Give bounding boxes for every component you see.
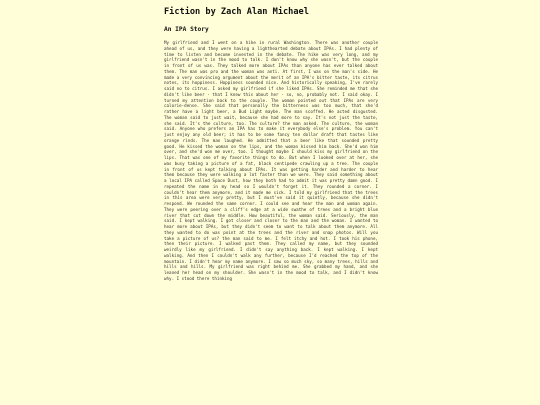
story-body: My girlfriend and I went on a hike in rural Washington. There was another couple ahead of us, and they were having a lighthearted debate about IPAs. I had plenty of time to listen and become invested in the debate. The hike was very long, and my girlfriend wasn't in the mood to talk. I don't know why she wasn't, but the couple in front of us was. They talked more about IPAs than anyone has ever talked about them. The man was pro and the woman was anti. At first, I was on the man's side. He made a very convincing argument about the merit of an IPA's bitter taste, its citrus notes, its hoppiness. Hoppiness sounded nice. And historically speaking, I've rarely said no to citrus. I asked my girlfriend if she liked IPAs. She reminded me that she didn't like beer - that I knew this about her - so, no, probably not. I said okay. I turned my attention back to the couple. The woman pointed out that IPAs are very calorie-dense. She said that personally the bitterness was too much, that she'd rather have a light beer, a Bud Light maybe. The man scoffed. He acted disgusted. The woman said to just wait, because she had more to say. It's not just the taste, she said. It's the culture, too. The culture? the man asked. The culture, the woman said. Anyone who prefers an IPA has to make it everybody else's problem. You can't just enjoy any old beer; it has to be some fancy ten dollar draft that tastes like orange rinds. The man laughed. He admitted that a beer like that sounded pretty good. He kissed the woman on the lips, and the woman kissed him back. She'd won him over, and she'd won me over, too. I thought maybe I should kiss my girlfriend on the lips. That was one of my favorite things to do. But when I looked over at her, she was busy taking a picture of a fat, black centipede crawling up a tree. The couple in front of us kept talking about IPAs. It was getting harder and harder to hear them because they were walking a lot faster than we were. They said something about a local IPA called Space Dust, how they both had to admit it was pretty damn good. I repeated the name in my head so I wouldn't forget it. They rounded a corner. I couldn't hear them anymore, and it made me sick. I told my girlfriend that the trees in this area were very pretty, but I must've said it quietly, because she didn't respond. We rounded the same corner. I could see and hear the man and woman again. They were peering over a cliff's edge at a wide swathe of trees and a bright blue river that cut down the middle. How beautiful, the woman said. Seriously, the man said. I kept walking. I got closer and closer to the man and the woman. I wanted to hear more about IPAs, but they didn't seem to want to talk about them anymore. All they wanted to do was point at the trees and the river and snap photos. Will you take a picture of us? the man said to me. I felt itchy and hot. I took his phone, then their picture. I walked past them. They called my name, but they sounded weirdly like my girlfriend. I didn't say anything back. I kept walking. I kept walking. And then I couldn't walk any further, because I'd reached the top of the mountain. I didn't hear my name anymore. I saw so much sky, so many trees, hills and hills and hills. My girlfriend was right behind me. She grabbed my hand, and she leaned her head on my shoulder. She wasn't in the mood to talk, and I didn't know why. I stood there thinking: [164, 40, 378, 281]
site-title[interactable]: Fiction by Zach Alan Michael: [164, 7, 309, 17]
story-title: An IPA Story: [164, 26, 209, 33]
main-content: [164, 6, 378, 282]
